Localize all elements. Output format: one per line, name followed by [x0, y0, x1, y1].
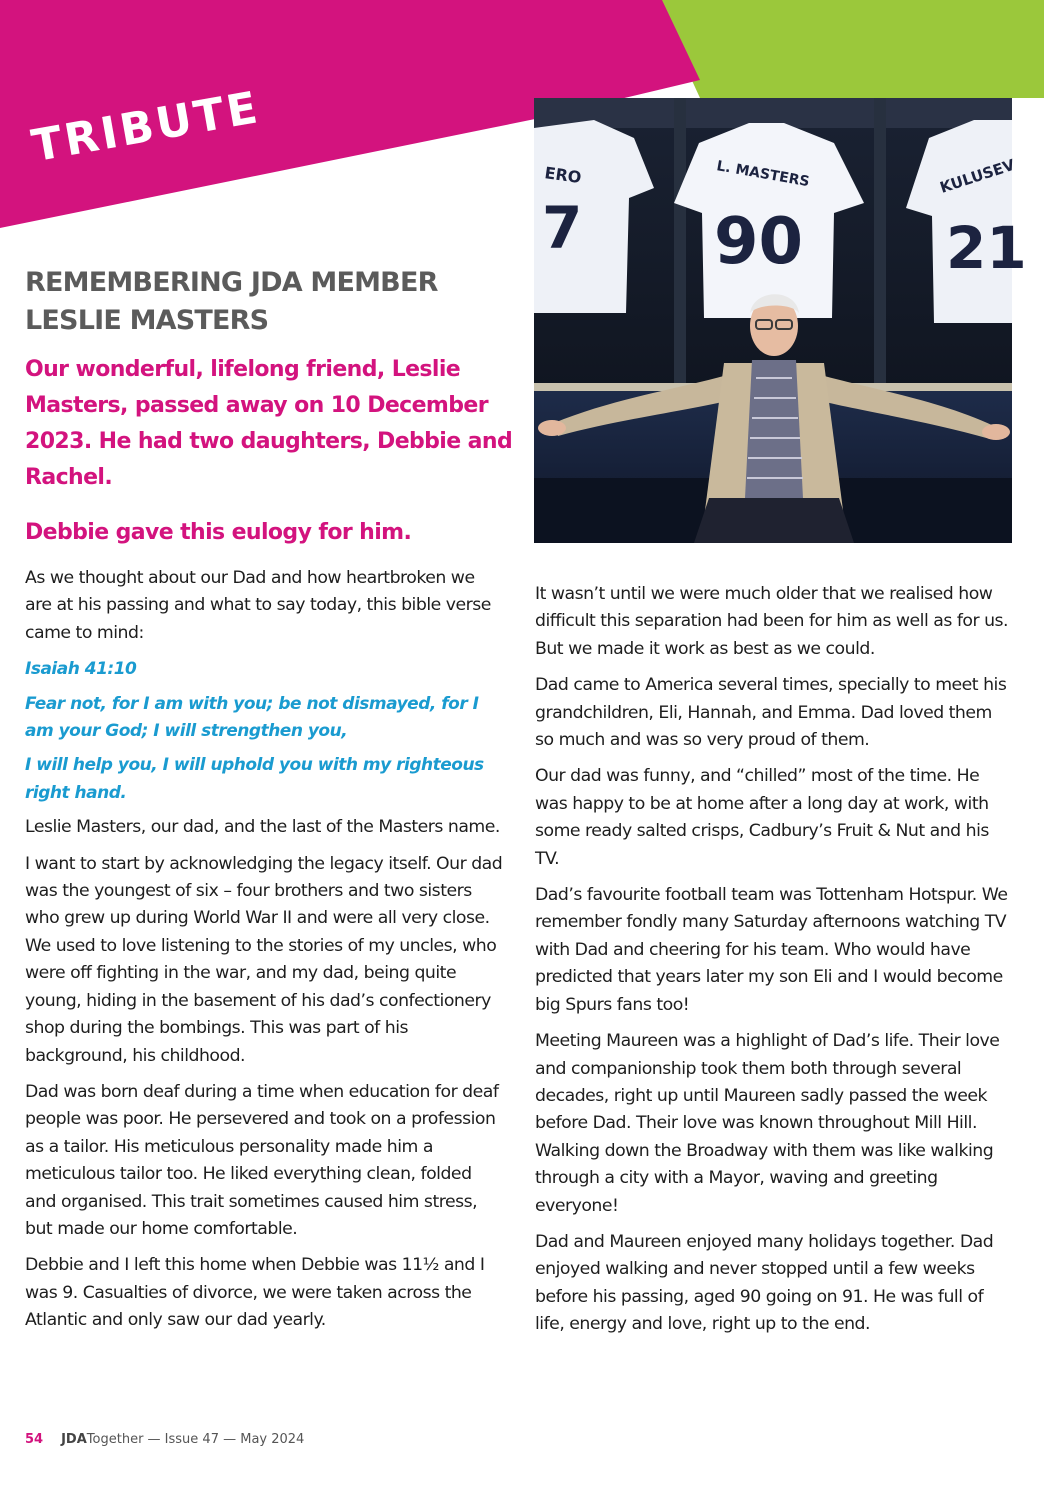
shirt-left-name: ERO — [543, 163, 583, 188]
page-number: 54 — [25, 1432, 44, 1447]
shirt-center-number: 90 — [714, 205, 804, 279]
shirt-center-name: L. MASTERS — [715, 158, 811, 191]
paragraph: Leslie Masters, our dad, and the last of the Masters name. — [25, 817, 500, 838]
paragraph: Debbie and I left this home when Debbie was 11½ and I was 9. Casualties of divorce, we were taken across the Atlantic and only saw our dad yearly. — [25, 1255, 485, 1331]
verse-line-2: I will help you, I will uphold you with my righteous right hand. — [25, 755, 484, 803]
column-right — [535, 581, 1015, 1348]
verse-reference: Isaiah 41:10 — [25, 659, 137, 680]
paragraph: Dad and Maureen enjoyed many holidays together. Dad enjoyed walking and never stopped until a few weeks before his passing, aged 90 going on 91. He was full of life, energy and love, right up to the end. — [535, 1231, 994, 1335]
shirt-right-number: 21 — [946, 214, 1027, 282]
verse-line-1: Fear not, for I am with you; be not dismayed, for I am your God; I will strengthen you, — [25, 693, 479, 742]
lead-paragraph: Our wonderful, lifelong friend, Leslie Masters, passed away on 10 December 2023. He had two daughters, Debbie and Rachel. — [25, 357, 513, 490]
photo-illustration — [534, 98, 1027, 543]
paragraph: I want to start by acknowledging the legacy itself. Our dad was the youngest of six – four brothers and two sisters who grew up during World War II and were all very close. We used to love listening to the stories of my uncles, who were off fighting in the war, and my dad, being quite young, hiding in the basement of his dad’s confectionery shop during the bombings. This was part of his background, his childhood. — [25, 853, 503, 1066]
photo-leslie-masters — [534, 98, 1027, 543]
intro-paragraph: As we thought about our Dad and how heartbroken we are at his passing and what to say today, this bible verse came to mind: — [25, 568, 491, 643]
green-banner-shape — [655, 0, 1044, 98]
paragraph: Our dad was funny, and “chilled” most of the time. He was happy to be at home after a long day at work, with some ready salted crisps, Cadbury’s Fruit & Nut and his TV. — [535, 766, 989, 869]
section-label: TRIBUTE — [28, 81, 264, 173]
footer-brand: JDA — [61, 1432, 87, 1447]
column-left — [25, 565, 505, 1344]
paragraph: Dad’s favourite football team was Tottenham Hotspur. We remember fondly many Saturday afternoons watching TV with Dad and cheering for his team. Who would have predicted that years later my son Eli and I would become big Spurs fans too! — [535, 885, 1008, 1015]
footer-issue: Together — Issue 47 — May 2024 — [86, 1432, 305, 1447]
shirt-left-number: 7 — [542, 194, 583, 262]
shirt-right-name: KULUSEV — [937, 155, 1017, 197]
article-heading: REMEMBERING JDA MEMBER LESLIE MASTERS — [25, 267, 438, 336]
paragraph: Dad came to America several times, specially to meet his grandchildren, Eli, Hannah, and Emma. Dad loved them so much and was so very proud of them. — [535, 675, 1007, 751]
paragraph: Dad was born deaf during a time when education for deaf people was poor. He persevered and took on a profession as a tailor. His meticulous personality made him a meticulous tailor too. He liked everything clean, folded and organised. This trait sometimes caused him stress, but made our home comfortable. — [25, 1081, 499, 1239]
eulogy-intro: Debbie gave this eulogy for him. — [25, 520, 412, 545]
page-footer — [25, 1432, 304, 1447]
paragraph: Meeting Maureen was a highlight of Dad’s life. Their love and companionship took them both through several decades, right up until Maureen sadly passed the week before Dad. Their love was known throughout Mill Hill. Walking down the Broadway with them was like walking through a city with a Mayor, waving and greeting everyone! — [535, 1031, 1000, 1216]
paragraph: It wasn’t until we were much older that we realised how difficult this separation had been for him as well as for us. But we made it work as best as we could. — [535, 584, 1009, 659]
